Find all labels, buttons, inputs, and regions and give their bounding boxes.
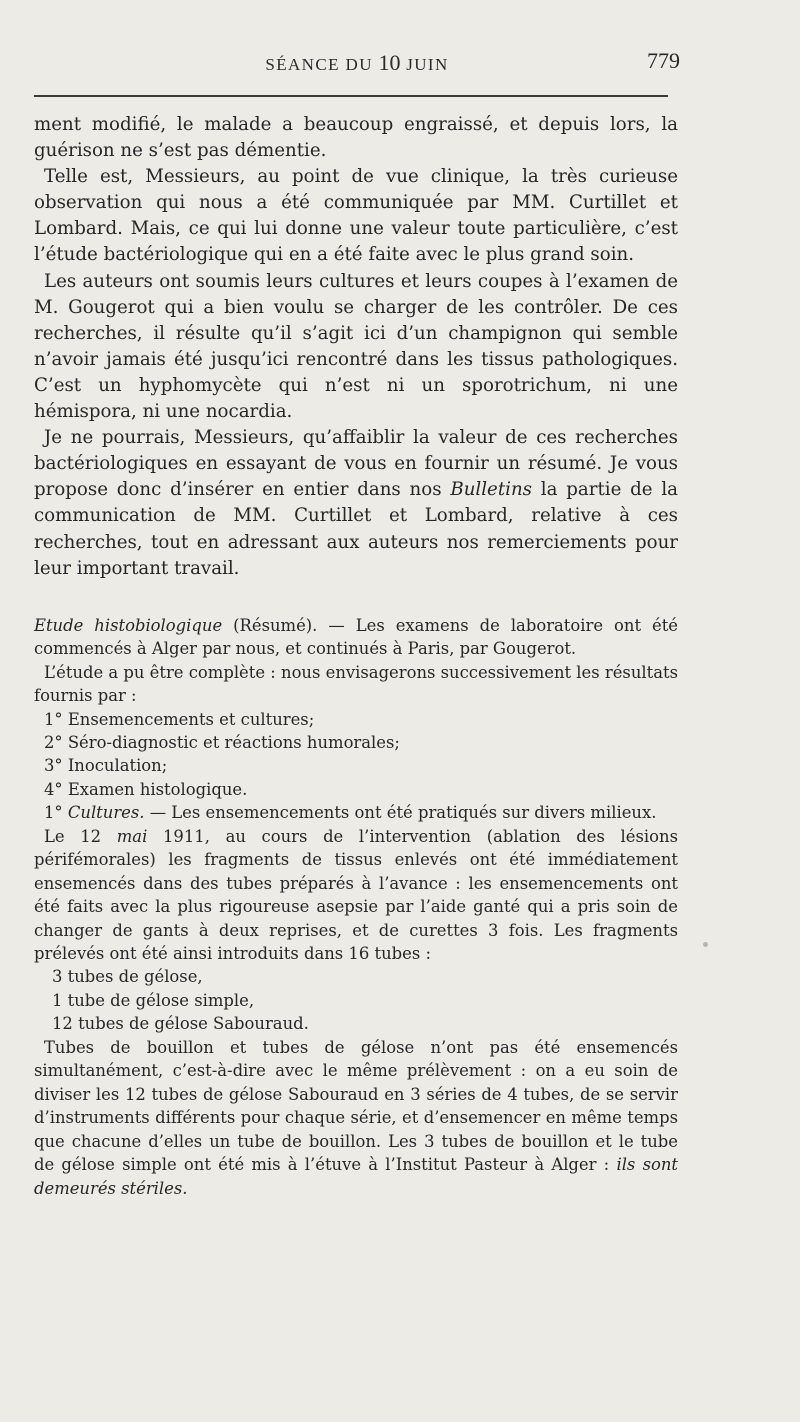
- tube-list-item: 3 tubes de gélose,: [52, 967, 203, 987]
- paragraph-2: Telle est, Messieurs, au point de vue clinique, la très curieuse observation qui nous a été communiquée par MM. Curtillet et Lombard. Mais, ce qui lui donne une valeur toute particulière, c’est l’étude bactériologique qui en a été faite avec le plus grand soin.: [34, 166, 678, 266]
- margin-dot: [703, 942, 708, 947]
- study-heading-italic: Etude histobiologique: [34, 615, 223, 635]
- study-intro: L’étude a pu être complète : nous envisagerons successivement les résultats fournis par :: [34, 662, 678, 706]
- final-italic: ils sont demeurés stériles.: [34, 1155, 679, 1198]
- paragraph-4-part-b: la partie de la communication de MM. Curtillet et Lombard, relative à ces recherches, tout en adressant aux auteurs nos remerciements pour leur important travail.: [34, 479, 678, 579]
- tube-list-item: 12 tubes de gélose Sabouraud.: [52, 1014, 309, 1034]
- paragraph-1: ment modifié, le malade a beaucoup engraissé, et depuis lors, la guérison ne s’est pas démentie.: [34, 114, 678, 162]
- cultures-paragraph: [34, 801, 678, 824]
- header-title: [34, 50, 680, 76]
- main-text: [34, 112, 678, 582]
- page-number: 779: [647, 48, 680, 73]
- header-title-prefix: SÉANCE DU: [265, 55, 373, 74]
- header-rule: [34, 95, 668, 97]
- paragraph-4-part-a: Je ne pourrais, Messieurs, qu’affaiblir la valeur de ces recherches bactériologiques en essayant de vous en fournir un résumé. Je vous propose donc d’insérer en entier dans nos: [34, 427, 678, 501]
- header-title-day: 10: [378, 50, 401, 75]
- list-item: 3° Inoculation;: [44, 756, 168, 776]
- date-le: Le 12: [44, 826, 117, 846]
- final-paragraph: [34, 1036, 678, 1200]
- date-italic: mai: [116, 826, 148, 846]
- cultures-rest: — Les ensemencements ont été pratiqués sur divers milieux.: [144, 803, 657, 823]
- paragraph-3: Les auteurs ont soumis leurs cultures et leurs coupes à l’examen de M. Gougerot qui a bien voulu se charger de les contrôler. De ces recherches, il résulte qu’il s’agit ici d’un champignon qui semble n’avoir jamais été jusqu’ici rencontré dans les tissus pathologiques. C’est un hyphomycète qui n’est ni un sporotrichum, ni une hémispora, ni une nocardia.: [34, 270, 678, 423]
- study-heading: [34, 614, 678, 661]
- cultures-italic: Cultures.: [67, 803, 145, 823]
- date-paragraph: [34, 825, 678, 966]
- page-body: [34, 112, 678, 1200]
- list-item: 2° Séro-diagnostic et réactions humorales;: [44, 732, 400, 752]
- running-header: [34, 48, 680, 78]
- list-item: 1° Ensemencements et cultures;: [44, 709, 315, 729]
- cultures-number: 1°: [44, 803, 68, 823]
- list-item: 4° Examen histologique.: [44, 779, 248, 799]
- study-heading-rest: (Résumé). — Les examens de laboratoire ont été commencés à Alger par nous, et continués à Paris, par Gougerot.: [34, 615, 678, 659]
- tube-list-item: 1 tube de gélose simple,: [52, 990, 255, 1010]
- study-section: [34, 614, 678, 1200]
- header-title-month: JUIN: [406, 55, 449, 74]
- paragraph-4: [34, 425, 678, 582]
- date-rest: 1911, au cours de l’intervention (ablation des lésions périfémorales) les fragments de tissus enlevés ont été immédiatement ensemencés dans des tubes préparés à l’avance : les ensemencements ont été faits avec la plus rigoureuse asepsie par l’aide ganté qui a pris soin de changer de gants à deux reprises, et de curettes 3 fois. Les fragments prélevés ont été ainsi introduits dans 16 tubes :: [34, 826, 678, 964]
- final-text: Tubes de bouillon et tubes de gélose n’ont pas été ensemencés simultanément, c’est-à-dire avec le même prélèvement : on a eu soin de diviser les 12 tubes de gélose Sabouraud en 3 séries de 4 tubes, de se servir d’instruments différents pour chaque série, et d’ensemencer en même temps que chacune d’elles un tube de bouillon. Les 3 tubes de bouillon et le tube de gélose simple ont été mis à l’étuve à l’Institut Pasteur à Alger :: [34, 1037, 678, 1175]
- bulletins-italic: Bulletins: [450, 479, 532, 501]
